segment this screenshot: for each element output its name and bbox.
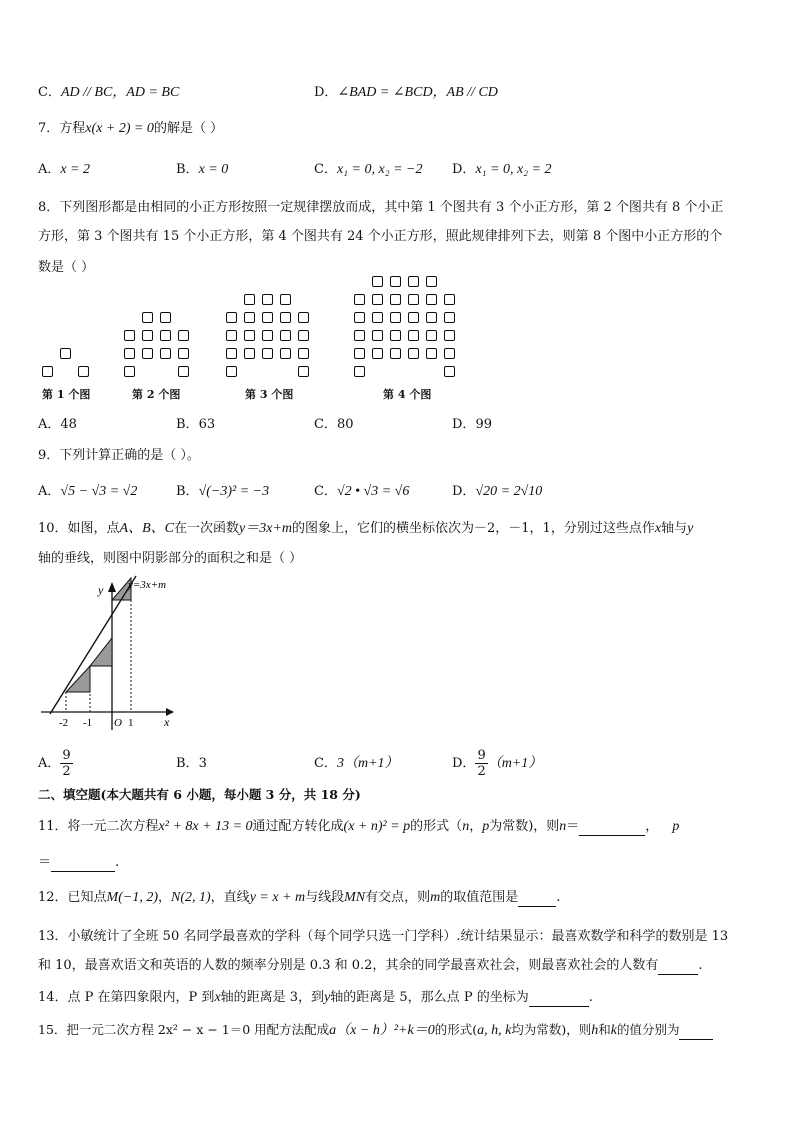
small-square [426,276,437,287]
q10-option-d: D． $\frac{9}{2}$ （m+1） [452,748,543,779]
small-square [444,294,455,305]
q8-caption-1: 第 1 个图 [42,388,91,401]
q11-blank-n[interactable] [579,821,645,836]
small-square [390,276,401,287]
small-square [142,312,153,323]
small-square [78,366,89,377]
q10-option-b: B．3 [176,756,207,771]
small-square [426,312,437,323]
small-square [354,294,365,305]
small-square [408,276,419,287]
q10-option-a: A． $\frac{9}{2}$ [38,748,71,779]
q9-option-a: A．√5 − √3 = √2 [38,484,138,499]
small-square [42,366,53,377]
small-square [426,294,437,305]
q8-stem-line1: 8．下列图形都是由相同的小正方形按照一定规律摆放而成，其中第 1 个图共有 3 个小正方形，第 2 个图共有 8 个小正 [38,200,724,215]
q12-blank[interactable] [518,892,556,907]
q14-blank[interactable] [529,992,589,1007]
small-square [262,312,273,323]
q6-option-c: C．AD // BC，AD = BC [38,85,180,100]
small-square [226,330,237,341]
small-square [298,312,309,323]
q10-stem-line2: 轴的垂线，则图中阴影部分的面积之和是（ ） [38,551,303,566]
q11-blank-p[interactable] [51,857,115,872]
tick-neg2: -2 [59,717,69,729]
q13-blank[interactable] [658,960,698,975]
small-square [298,348,309,359]
q8-option-b: B．63 [176,417,216,432]
q8-stem-line3: 数是（ ） [38,260,95,275]
small-square [142,330,153,341]
q9-stem: 9．下列计算正确的是（ ）。 [38,448,200,463]
tick-1: 1 [128,717,134,729]
small-square [354,348,365,359]
small-square [124,330,135,341]
q10-graph [36,572,186,732]
small-square [244,294,255,305]
small-square [262,348,273,359]
small-square [262,330,273,341]
q8-option-c: C．80 [314,417,354,432]
q9-option-c: C．√2 • √3 = √6 [314,484,410,499]
q7-option-b: B．x = 0 [176,162,229,177]
small-square [408,330,419,341]
tick-neg1: -1 [83,717,93,729]
small-square [124,366,135,377]
q8-caption-2: 第 2 个图 [132,388,181,401]
small-square [226,366,237,377]
small-square [262,294,273,305]
small-square [124,348,135,359]
q14-stem: 14．点 P 在第四象限内，P 到x轴的距离是 3，到y轴的距离是 5，那么点 P 的坐标为 . [38,990,593,1005]
small-square [298,366,309,377]
small-square [408,312,419,323]
small-square [354,366,365,377]
small-square [426,330,437,341]
q8-option-d: D．99 [452,417,492,432]
small-square [280,294,291,305]
function-label: y=3x+m [128,579,167,591]
small-square [178,330,189,341]
q10-option-c: C．3（m+1） [314,756,399,771]
q7-option-d: D．x₁ = 0, x₂ = 2 [452,162,552,177]
small-square [142,348,153,359]
q7-option-a: A．x = 2 [38,162,91,177]
x-axis-label: x [164,715,170,729]
small-square [280,330,291,341]
q8-stem-line2: 方形，第 3 个图共有 15 个小正方形，第 4 个图共有 24 个小正方形，照此规律排列下去，则第 8 个图中小正方形的个 [38,229,723,244]
q7-option-c: C．x₁ = 0, x₂ = −2 [314,162,423,177]
small-square [372,312,383,323]
small-square [160,330,171,341]
q11-line1: 11．将一元二次方程x² + 8x + 13 = 0通过配方转化成(x + n)² = p的形式（n，p为常数)，则n＝ ， p [38,819,680,834]
small-square [244,312,255,323]
small-square [244,330,255,341]
small-square [244,348,255,359]
q15-blank[interactable] [679,1025,713,1040]
q9-option-d: D．√20 = 2√10 [452,484,543,499]
small-square [372,276,383,287]
q9-option-b: B．√(−3)² = −3 [176,484,270,499]
q6-option-d: D．∠BAD = ∠BCD，AB // CD [314,85,498,100]
q12-stem: 12．已知点M(−1, 2)，N(2, 1)，直线y = x + m与线段MN有交点，则m的取值范围是 . [38,890,561,905]
small-square [178,366,189,377]
small-square [226,348,237,359]
small-square [280,312,291,323]
y-axis-arrow [108,582,116,592]
small-square [354,330,365,341]
small-square [444,348,455,359]
small-square [372,294,383,305]
small-square [372,330,383,341]
function-line [50,576,136,714]
q11-line2: ＝ . [38,855,120,870]
small-square [372,348,383,359]
q8-option-a: A．48 [38,417,77,432]
q8-caption-4: 第 4 个图 [383,388,432,401]
small-square [444,366,455,377]
small-square [408,348,419,359]
small-square [444,330,455,341]
q13-line1: 13．小敏统计了全班 50 名同学最喜欢的学科（每个同学只选一门学科）.统计结果显示：最喜欢数学和科学的数别是 13 [38,929,729,944]
small-square [60,348,71,359]
shaded-triangle-2 [90,638,112,666]
small-square [226,312,237,323]
origin-label: O [114,717,122,729]
q15-stem: 15．把一元二次方程 2x² − x − 1＝0 用配方法配成a（x − h）²+k＝0的形式(a, h, k均为常数)，则h和k的值分别为 [38,1021,713,1040]
small-square [298,330,309,341]
q7-stem: 7．方程x(x + 2) = 0的解是（ ） [38,121,224,136]
section-2-heading: 二、填空题(本大题共有 6 小题，每小题 3 分，共 18 分) [38,787,361,802]
small-square [280,348,291,359]
small-square [178,348,189,359]
small-square [354,312,365,323]
small-square [390,348,401,359]
q10-stem-line1: 10．如图，点A、B、C在一次函数y＝3x+m的图象上，它们的横坐标依次为－2，－1，1，分别过这些点作x轴与y [38,521,694,536]
small-square [426,348,437,359]
small-square [408,294,419,305]
q13-line2: 和 10，最喜欢语文和英语的人数的频率分别是 0.3 和 0.2，其余的同学最喜欢社会，则最喜欢社会的人数有 . [38,958,703,973]
small-square [160,312,171,323]
small-square [444,312,455,323]
y-axis-label: y [98,583,104,597]
small-square [160,348,171,359]
q8-caption-3: 第 3 个图 [245,388,294,401]
small-square [390,312,401,323]
small-square [390,294,401,305]
small-square [390,330,401,341]
